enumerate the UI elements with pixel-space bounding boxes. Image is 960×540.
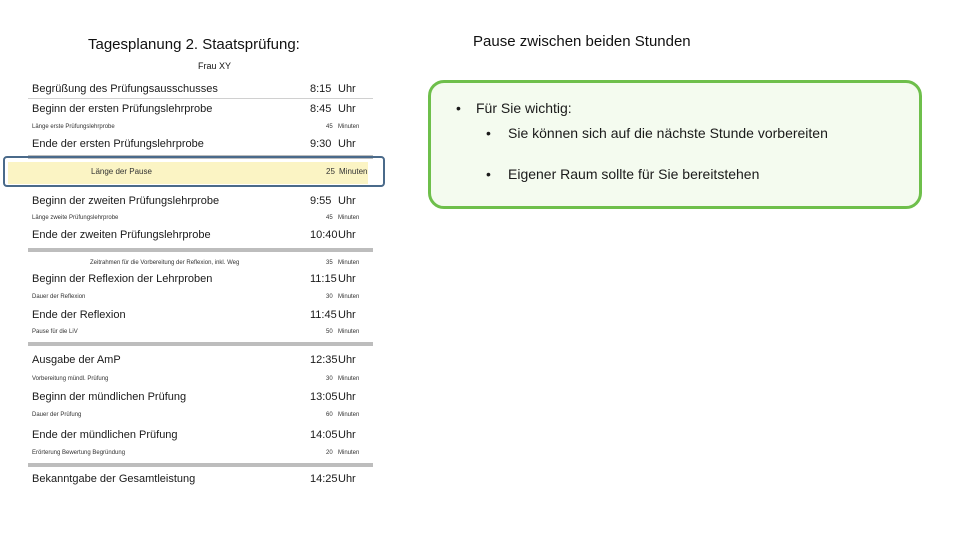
row-unit: Uhr — [338, 83, 356, 95]
row-time: 11:15 — [310, 273, 337, 285]
row-unit: Minuten — [338, 329, 360, 335]
pause-label: Länge der Pause — [91, 167, 152, 176]
row-label: Beginn der zweiten Prüfungslehrprobe — [32, 195, 220, 207]
info-callout — [428, 80, 922, 209]
row-label: Ausgabe der AmP — [32, 354, 121, 366]
row-label: Vorbereitung mündl. Prüfung — [32, 376, 109, 382]
callout-text: Eigener Raum sollte für Sie bereitstehen — [508, 166, 760, 182]
schedule-row — [28, 193, 373, 209]
callout-item-important — [456, 100, 572, 116]
bullet-icon: • — [456, 100, 461, 116]
row-label: Ende der ersten Prüfungslehrprobe — [32, 138, 204, 150]
row-time: 30 — [326, 376, 333, 382]
row-time: 60 — [326, 412, 333, 418]
row-label: Beginn der ersten Prüfungslehrprobe — [32, 103, 213, 115]
row-time: 8:45 — [310, 103, 332, 115]
row-time: 14:25 — [310, 473, 338, 485]
schedule-row — [28, 136, 373, 152]
row-unit: Uhr — [338, 195, 356, 207]
schedule-subrow — [28, 448, 373, 458]
row-unit: Uhr — [338, 309, 356, 321]
row-label: Länge zweite Prüfungslehrprobe — [32, 215, 119, 221]
row-time: 30 — [326, 294, 333, 300]
row-time: 11:45 — [310, 309, 337, 321]
callout-item-room — [486, 166, 760, 182]
row-label: Ende der mündlichen Prüfung — [32, 429, 178, 441]
row-unit: Uhr — [338, 138, 356, 150]
row-time: 13:05 — [310, 391, 338, 403]
schedule-row — [28, 101, 373, 117]
row-time: 9:55 — [310, 195, 332, 207]
row-label: Bekanntgabe der Gesamtleistung — [32, 473, 196, 485]
row-time: 45 — [326, 124, 333, 130]
schedule-person: Frau XY — [198, 61, 232, 71]
row-label: Ende der zweiten Prüfungslehrprobe — [32, 229, 211, 241]
callout-text: Für Sie wichtig: — [476, 100, 572, 116]
row-unit: Uhr — [338, 229, 356, 241]
schedule-subrow — [28, 410, 373, 420]
row-time: 8:15 — [310, 83, 332, 95]
callout-text: Sie können sich auf die nächste Stunde vorbereiten — [508, 125, 828, 141]
schedule-row — [28, 271, 373, 287]
row-label: Begrüßung des Prüfungsausschusses — [32, 83, 218, 95]
row-time: 35 — [326, 260, 333, 266]
separator — [28, 342, 373, 346]
row-unit: Minuten — [338, 412, 360, 418]
schedule-row — [28, 352, 373, 368]
row-unit: Uhr — [338, 103, 356, 115]
row-time: 50 — [326, 329, 333, 335]
schedule-subrow — [28, 213, 373, 223]
schedule-subrow — [28, 122, 373, 132]
row-unit: Minuten — [338, 294, 360, 300]
row-label: Pause für die LiV — [32, 329, 78, 335]
bullet-icon: • — [486, 125, 491, 141]
row-time: 14:05 — [310, 429, 338, 441]
row-label: Beginn der Reflexion der Lehrproben — [32, 273, 213, 285]
callout-item-prepare — [486, 122, 828, 144]
row-label: Dauer der Prüfung — [32, 412, 82, 418]
schedule-subrow — [28, 374, 373, 384]
separator — [28, 248, 373, 252]
row-time: 9:30 — [310, 138, 332, 150]
row-unit: Minuten — [338, 215, 360, 221]
row-unit: Uhr — [338, 391, 356, 403]
schedule-subrow — [28, 327, 373, 337]
schedule-title: Tagesplanung 2. Staatsprüfung: — [88, 36, 300, 53]
row-unit: Uhr — [338, 354, 356, 366]
schedule-row — [28, 389, 373, 405]
separator — [28, 463, 373, 467]
schedule-row — [28, 81, 373, 97]
slide-heading: Pause zwischen beiden Stunden — [473, 33, 691, 50]
row-time: 45 — [326, 215, 333, 221]
row-label: Zeitrahmen für die Vorbereitung der Reflexion, inkl. Weg — [90, 260, 240, 266]
row-time: 12:35 — [310, 354, 338, 366]
schedule-row — [28, 307, 373, 323]
row-unit: Uhr — [338, 429, 356, 441]
pause-value: 25 — [326, 167, 335, 176]
row-label: Dauer der Reflexion — [32, 294, 86, 300]
row-label: Erörterung Bewertung Begründung — [32, 450, 126, 456]
row-unit: Minuten — [338, 450, 360, 456]
schedule-row — [28, 471, 373, 487]
pause-unit: Minuten — [339, 167, 368, 176]
schedule-row — [28, 427, 373, 443]
row-unit: Minuten — [338, 260, 360, 266]
row-unit: Minuten — [338, 376, 360, 382]
pause-row-frame — [3, 156, 385, 187]
row-unit: Minuten — [338, 124, 360, 130]
row-unit: Uhr — [338, 273, 356, 285]
bullet-icon: • — [486, 166, 491, 182]
row-label: Beginn der mündlichen Prüfung — [32, 391, 187, 403]
row-label: Länge erste Prüfungslehrprobe — [32, 124, 115, 130]
schedule-subrow — [28, 292, 373, 302]
row-time: 20 — [326, 450, 333, 456]
schedule-subrow — [28, 258, 373, 268]
schedule-row — [28, 227, 373, 243]
divider — [28, 98, 373, 99]
row-time: 10:40 — [310, 229, 338, 241]
row-unit: Uhr — [338, 473, 356, 485]
row-label: Ende der Reflexion — [32, 309, 126, 321]
